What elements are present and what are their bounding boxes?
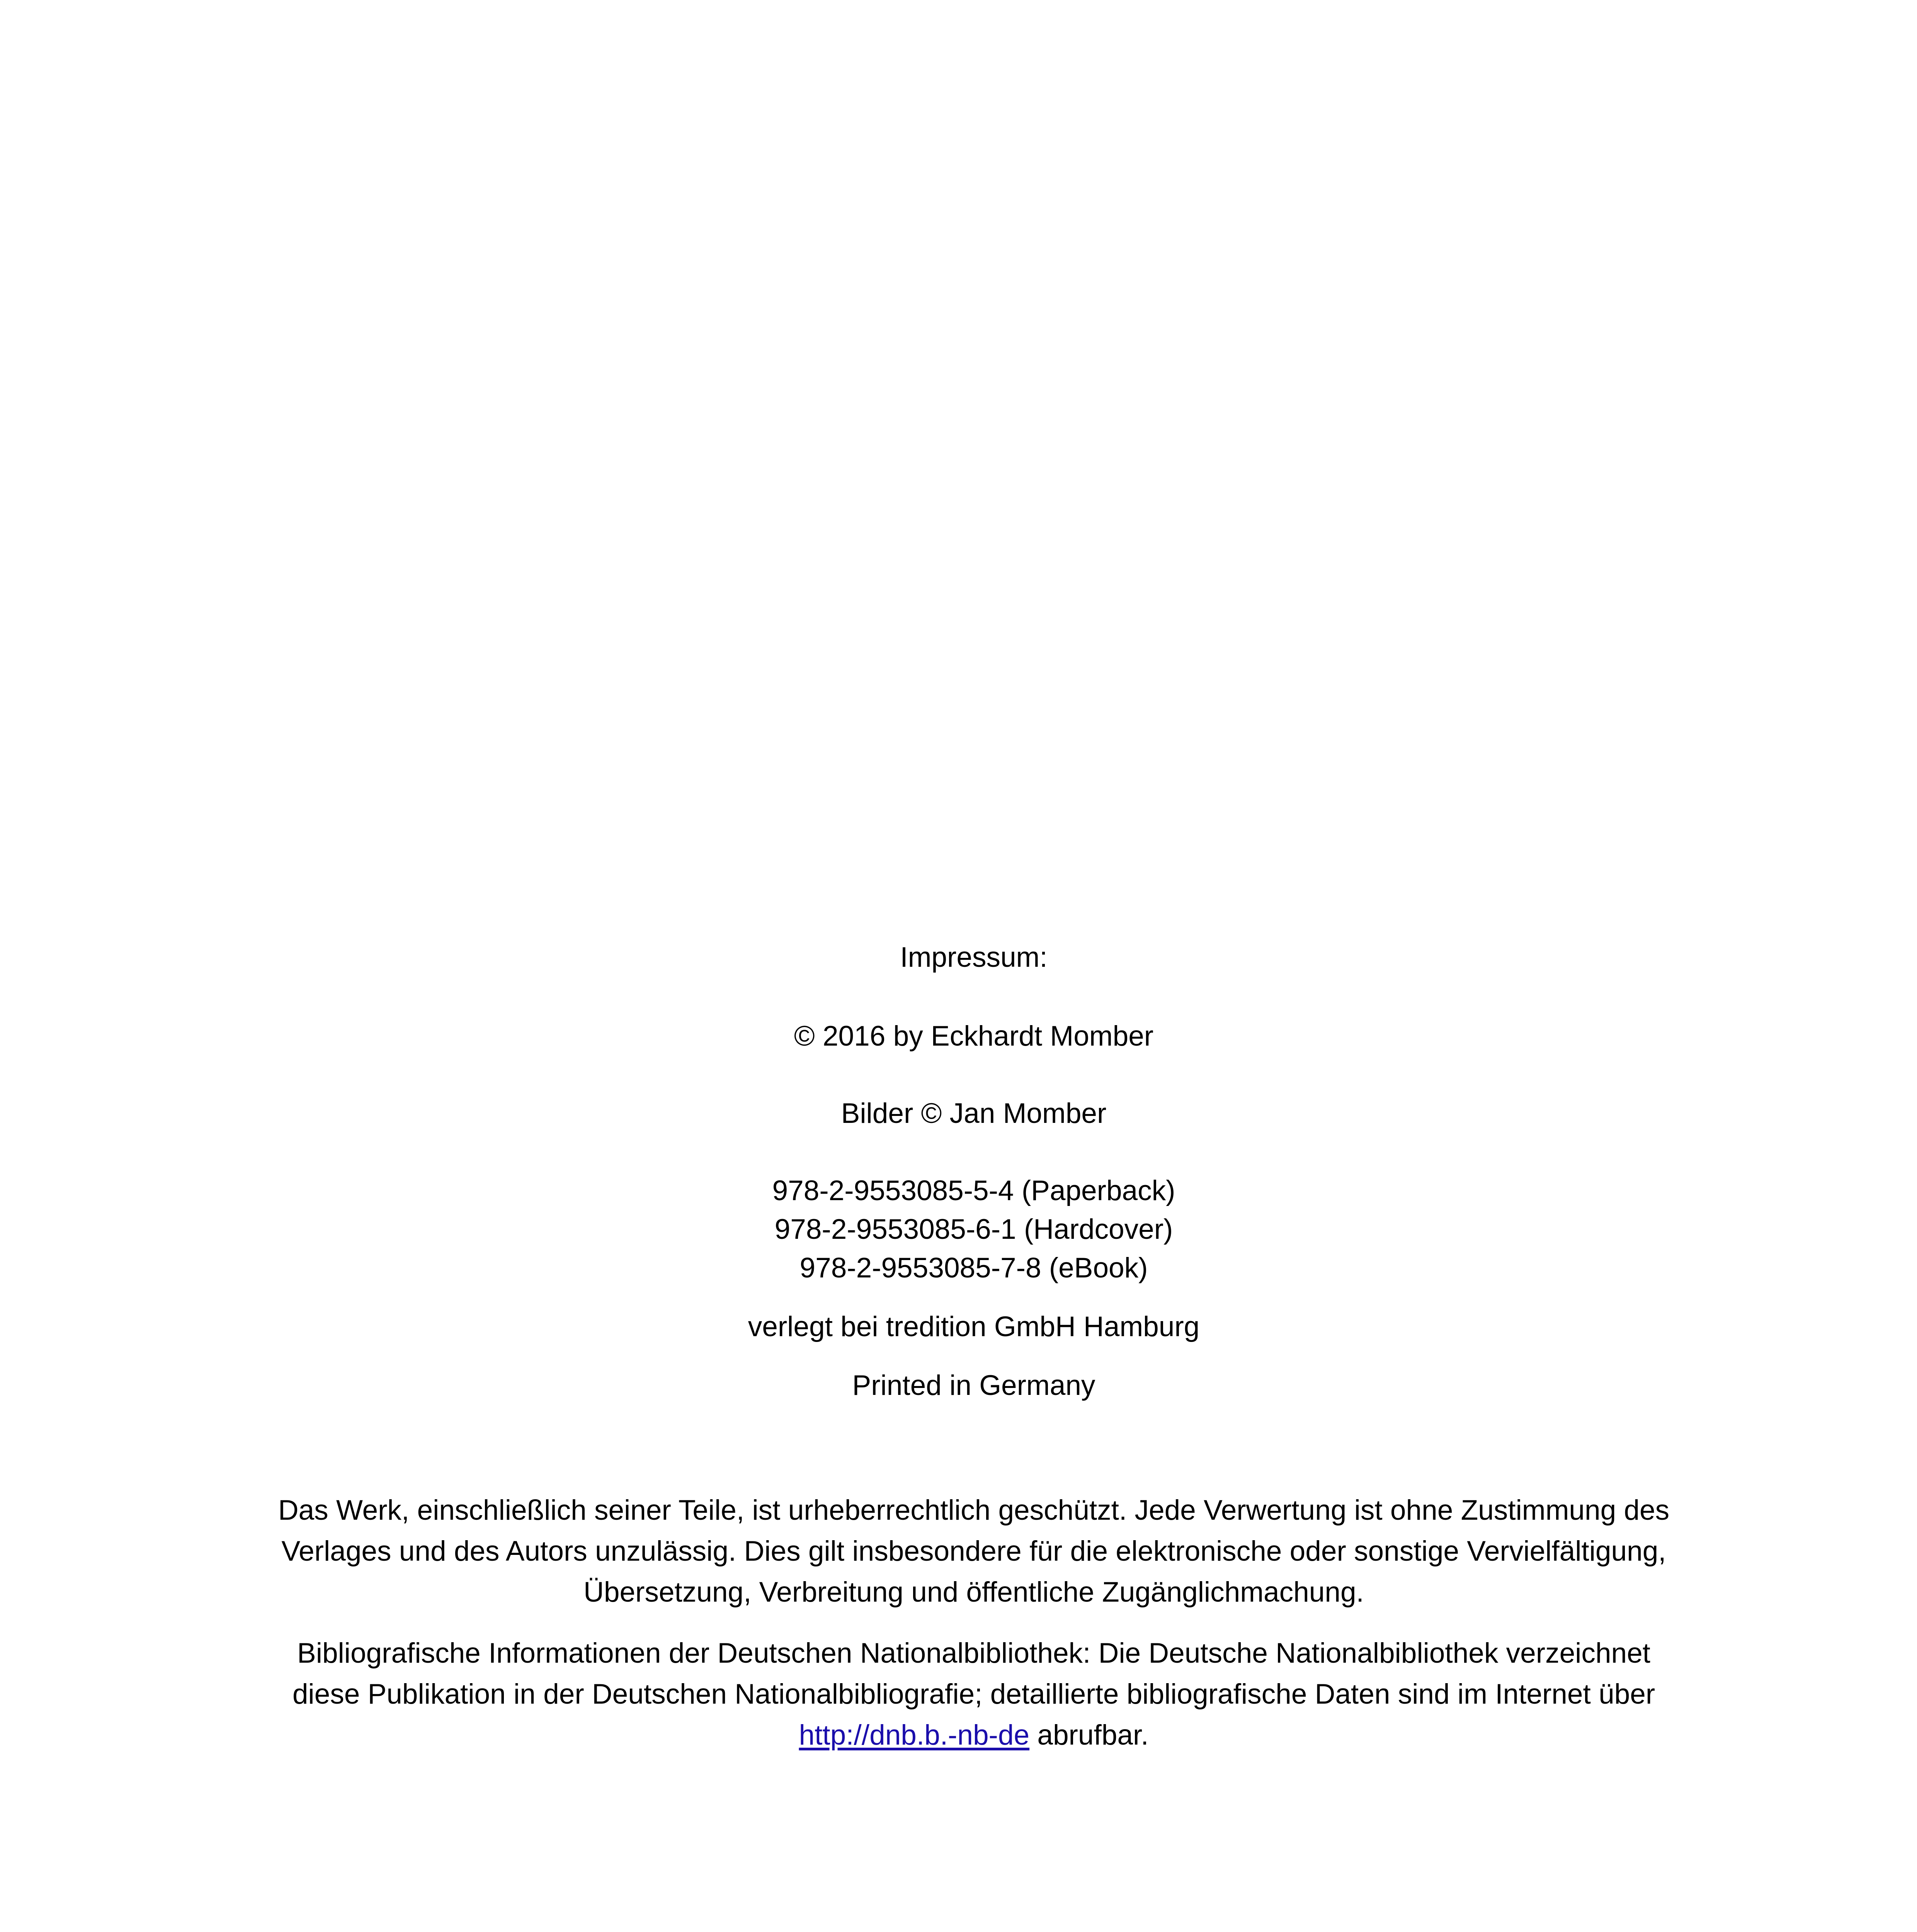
copyright-notice-paragraph: Das Werk, einschließlich seiner Teile, ist urheberrechtlich geschützt. Jede Verwertung ist ohne Zustimmung des Verlages und des Autors unzulässig. Dies gilt insbesondere für die elektronische oder sonstige Vervielfältigung, Übersetzung, Verbreitung und öffentliche Zugänglichmachung. — [278, 1495, 1670, 1608]
dnb-link[interactable]: http://dnb.b.-nb-de — [799, 1719, 1030, 1751]
isbn-hardcover: 978-2-9553085-6-1 (Hardcover) — [774, 1214, 1173, 1245]
printed-line: Printed in Germany — [852, 1370, 1095, 1401]
dnb-paragraph — [270, 1633, 1677, 1756]
isbn-paperback: 978-2-9553085-5-4 (Paperback) — [772, 1175, 1175, 1206]
images-credit-line: Bilder © Jan Momber — [841, 1098, 1107, 1129]
dnb-text-before: Bibliografische Informationen der Deutschen Nationalbibliothek: Die Deutsche Nationalbibliothek verzeichnet diese Publikation in der Deutschen Nationalbibliografie; detaillierte bibliografische Daten sind im Internet über — [292, 1638, 1655, 1710]
imprint-heading: Impressum: — [900, 942, 1048, 973]
imprint-block — [270, 938, 1677, 1756]
isbn-list — [270, 1172, 1677, 1287]
dnb-text-after: abrufbar. — [1029, 1719, 1149, 1751]
publisher-line: verlegt bei tredition GmbH Hamburg — [748, 1311, 1200, 1342]
isbn-ebook: 978-2-9553085-7-8 (eBook) — [799, 1252, 1148, 1284]
copyright-line: © 2016 by Eckhardt Momber — [794, 1020, 1154, 1052]
